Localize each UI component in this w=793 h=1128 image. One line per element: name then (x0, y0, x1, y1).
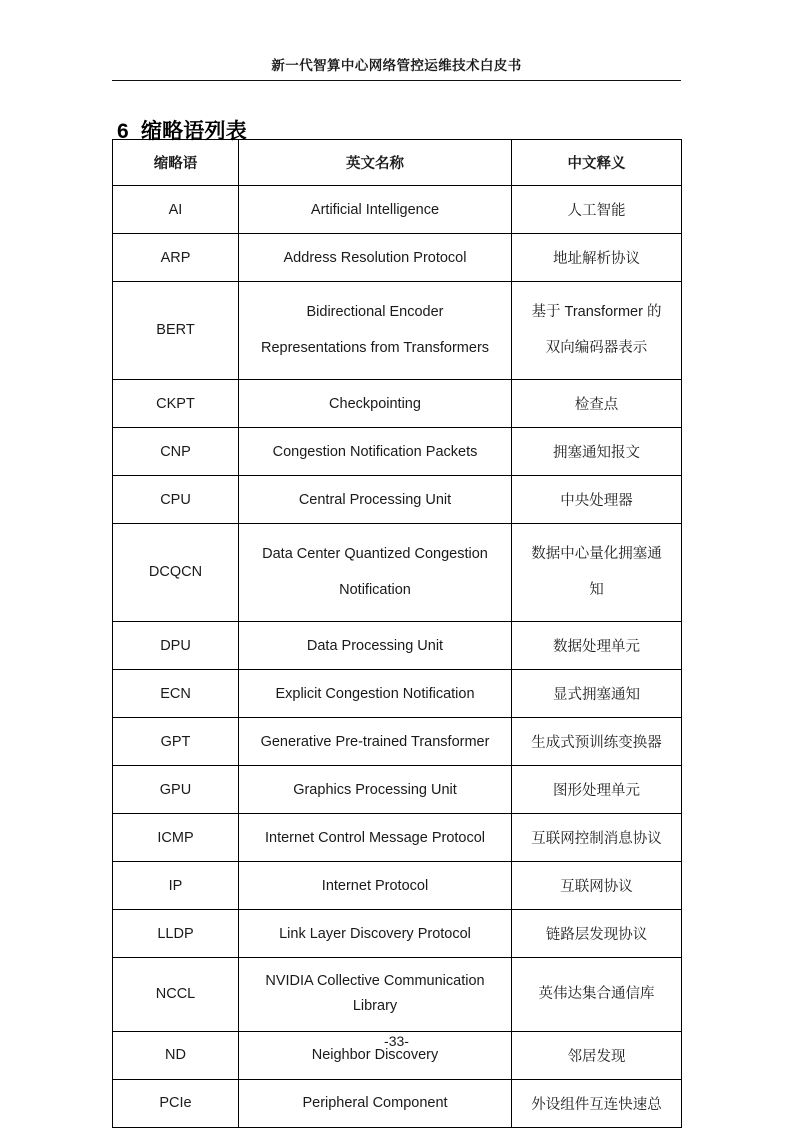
table-row (113, 234, 682, 282)
table-row (113, 524, 682, 622)
cell-english-name (239, 910, 512, 958)
cell-abbreviation (113, 524, 239, 622)
cell-english-name (239, 476, 512, 524)
abbreviation-text: IP (168, 877, 183, 894)
column-header-abbr (113, 140, 239, 186)
cell-abbreviation (113, 814, 239, 862)
english-name-text: Generative Pre-trained Transformer (260, 733, 490, 750)
section-number: 6 (117, 120, 129, 144)
cell-abbreviation (113, 670, 239, 718)
cell-chinese-meaning (512, 622, 682, 670)
abbreviation-text: CKPT (156, 395, 195, 412)
table-row (113, 428, 682, 476)
english-name-text: Artificial Intelligence (310, 201, 440, 218)
table-header (113, 140, 682, 186)
english-name-line: Notification (339, 581, 411, 598)
column-header-english-label: 英文名称 (346, 156, 404, 172)
chinese-meaning-text: 链路层发现协议 (545, 927, 648, 944)
cell-english-name (239, 814, 512, 862)
cell-abbreviation (113, 380, 239, 428)
abbreviation-text: GPT (160, 733, 191, 750)
cell-chinese-meaning (512, 380, 682, 428)
english-name-line: Library (352, 998, 398, 1015)
cell-chinese-meaning (512, 910, 682, 958)
cell-abbreviation (113, 1079, 239, 1127)
cell-chinese-meaning (512, 428, 682, 476)
chinese-meaning-line: 双向编码器表示 (545, 339, 648, 356)
english-name-text (239, 958, 511, 1031)
chinese-meaning-text: 外设组件互连快速总 (531, 1096, 662, 1113)
english-name-text: Graphics Processing Unit (293, 781, 457, 798)
table-row (113, 718, 682, 766)
cell-english-name (239, 862, 512, 910)
abbreviation-table-container (112, 139, 681, 1128)
english-name-text (239, 524, 511, 621)
cell-english-name (239, 524, 512, 622)
abbreviation-text: ECN (160, 685, 191, 702)
cell-english-name (239, 380, 512, 428)
cell-abbreviation (113, 234, 239, 282)
chinese-meaning-text (512, 282, 681, 379)
cell-chinese-meaning (512, 524, 682, 622)
table-row (113, 814, 682, 862)
english-name-line: NVIDIA Collective Communication (265, 973, 485, 990)
cell-abbreviation (113, 766, 239, 814)
chinese-meaning-text: 检查点 (574, 397, 619, 414)
table-row (113, 622, 682, 670)
cell-chinese-meaning (512, 766, 682, 814)
english-name-text: Peripheral Component (302, 1095, 448, 1112)
chinese-meaning-text: 拥塞通知报文 (553, 445, 640, 462)
column-header-chinese (512, 140, 682, 186)
table-body (113, 186, 682, 1128)
chinese-meaning-line: 知 (589, 581, 604, 598)
chinese-meaning-line: 基于 Transformer 的 (531, 304, 662, 320)
english-name-text: Explicit Congestion Notification (275, 685, 475, 702)
chinese-meaning-text: 图形处理单元 (553, 783, 640, 800)
table-row (113, 186, 682, 234)
header-divider-rule (112, 80, 681, 81)
english-name-text: Data Processing Unit (306, 637, 444, 654)
abbreviation-text: DPU (160, 637, 191, 654)
table-row (113, 766, 682, 814)
table-row (113, 862, 682, 910)
abbreviation-text: NCCL (155, 985, 196, 1002)
abbreviation-text: ARP (160, 249, 191, 266)
running-header: 新一代智算中心网络管控运维技术白皮书 (271, 58, 522, 73)
chinese-meaning-text: 互联网协议 (560, 879, 633, 896)
cell-chinese-meaning (512, 476, 682, 524)
cell-abbreviation (113, 862, 239, 910)
cell-english-name (239, 1079, 512, 1127)
abbreviation-text: DCQCN (148, 563, 203, 580)
english-name-text: Checkpointing (329, 395, 421, 412)
english-name-line: Data Center Quantized Congestion (262, 546, 488, 563)
cell-english-name (239, 234, 512, 282)
column-header-english (239, 140, 512, 186)
cell-english-name (239, 670, 512, 718)
english-name-text: Central Processing Unit (298, 491, 452, 508)
english-name-text: Congestion Notification Packets (272, 443, 478, 460)
abbreviation-text: BERT (156, 321, 195, 338)
table-row (113, 910, 682, 958)
page-number-footer: -33- (384, 1033, 409, 1049)
cell-abbreviation (113, 910, 239, 958)
english-name-line: Bidirectional Encoder (306, 304, 444, 320)
chinese-meaning-text (512, 524, 681, 621)
cell-abbreviation (113, 958, 239, 1032)
table-row (113, 282, 682, 380)
chinese-meaning-text: 地址解析协议 (553, 251, 640, 267)
table-header-row (113, 140, 682, 186)
english-name-text: Link Layer Discovery Protocol (279, 925, 471, 942)
section-title-text: 缩略语列表 (140, 120, 247, 144)
abbreviation-text: PCIe (159, 1095, 192, 1112)
cell-chinese-meaning (512, 234, 682, 282)
column-header-chinese-label: 中文释义 (567, 156, 626, 172)
cell-abbreviation (113, 428, 239, 476)
abbreviation-text: CNP (160, 443, 191, 460)
table-row (113, 958, 682, 1032)
english-name-text: Internet Control Message Protocol (264, 829, 486, 846)
chinese-meaning-text: 数据处理单元 (553, 639, 640, 656)
cell-english-name (239, 622, 512, 670)
cell-english-name (239, 282, 512, 380)
cell-chinese-meaning (512, 718, 682, 766)
chinese-meaning-line: 数据中心量化拥塞通 (531, 546, 662, 563)
english-name-text: Neighbor Discovery (311, 1047, 439, 1064)
cell-abbreviation (113, 622, 239, 670)
abbreviation-text: LLDP (157, 925, 194, 942)
cell-chinese-meaning (512, 1079, 682, 1127)
abbreviation-text: CPU (160, 491, 191, 508)
chinese-meaning-text: 显式拥塞通知 (553, 687, 640, 704)
column-header-abbr-label: 缩略语 (153, 156, 198, 172)
abbreviation-text: AI (168, 201, 183, 218)
cell-chinese-meaning (512, 670, 682, 718)
abbreviation-table (112, 139, 682, 1128)
table-row (113, 670, 682, 718)
chinese-meaning-text: 互联网控制消息协议 (531, 831, 662, 848)
cell-chinese-meaning (512, 282, 682, 380)
english-name-text: Address Resolution Protocol (283, 249, 467, 266)
cell-chinese-meaning (512, 814, 682, 862)
english-name-text (239, 282, 511, 379)
cell-english-name (239, 428, 512, 476)
cell-abbreviation (113, 718, 239, 766)
table-row (113, 380, 682, 428)
chinese-meaning-text: 中央处理器 (560, 493, 633, 510)
cell-abbreviation (113, 186, 239, 234)
cell-english-name (239, 958, 512, 1032)
cell-abbreviation (113, 282, 239, 380)
cell-english-name (239, 186, 512, 234)
abbreviation-text: ICMP (157, 829, 194, 846)
cell-chinese-meaning (512, 862, 682, 910)
cell-chinese-meaning (512, 958, 682, 1032)
english-name-text: Internet Protocol (321, 877, 429, 894)
english-name-line: Representations from Transformers (260, 339, 490, 356)
cell-chinese-meaning (512, 186, 682, 234)
table-row (113, 476, 682, 524)
chinese-meaning-text: 生成式预训练变换器 (531, 735, 662, 752)
cell-english-name (239, 718, 512, 766)
abbreviation-text: ND (165, 1047, 186, 1064)
chinese-meaning-text: 英伟达集合通信库 (538, 985, 655, 1002)
chinese-meaning-text: 人工智能 (567, 203, 626, 219)
table-row (113, 1079, 682, 1127)
cell-abbreviation (113, 476, 239, 524)
abbreviation-text: GPU (159, 781, 192, 798)
cell-english-name (239, 766, 512, 814)
chinese-meaning-text: 邻居发现 (567, 1048, 626, 1065)
